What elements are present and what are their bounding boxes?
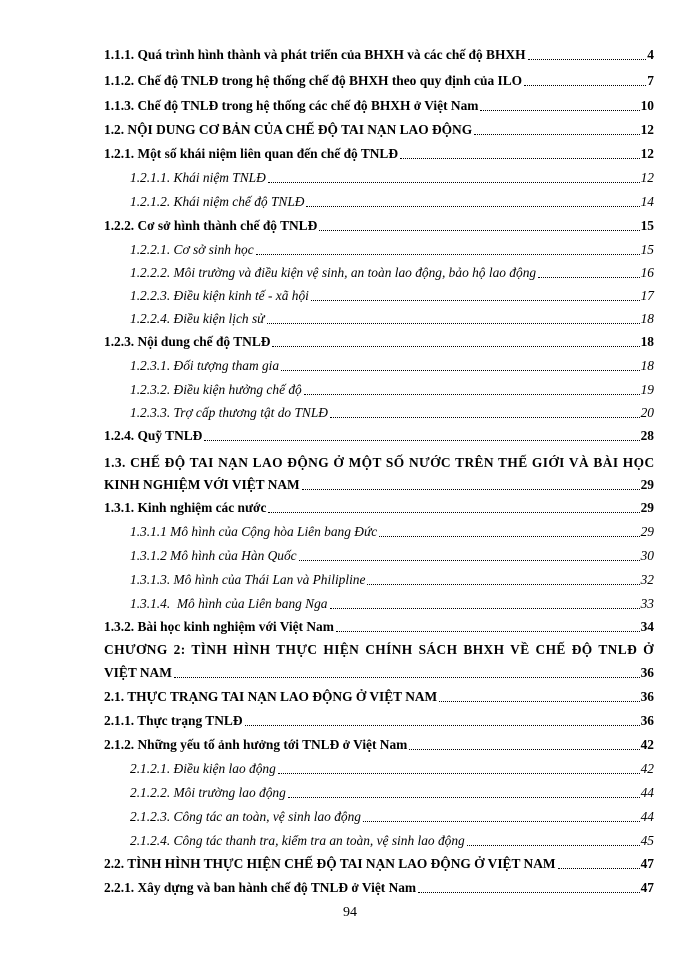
dot-leader — [268, 182, 640, 183]
toc-entry[interactable] — [130, 194, 654, 210]
toc-entry[interactable] — [130, 405, 654, 421]
toc-entry-title: 1.2.1.2. Khái niệm chế độ TNLĐ — [130, 194, 305, 209]
toc-entry-page: 17 — [640, 288, 654, 303]
dot-leader — [204, 440, 640, 441]
toc-entry-title: 2.1. THỰC TRẠNG TAI NẠN LAO ĐỘNG Ở VIỆT NAM — [104, 689, 438, 704]
dot-leader — [363, 821, 640, 822]
toc-entry-title: CHƯƠNG 2: TÌNH HÌNH THỰC HIỆN CHÍNH SÁCH BHXH VỀ CHẾ ĐỘ TNLĐ Ở — [104, 642, 654, 657]
toc-entry[interactable] — [104, 880, 654, 896]
toc-entry[interactable] — [130, 265, 654, 281]
toc-entry-page: 10 — [640, 98, 654, 113]
toc-entry-page: 18 — [640, 311, 654, 326]
toc-entry[interactable] — [104, 500, 654, 516]
toc-entry[interactable] — [130, 382, 654, 398]
toc-entry-page: 42 — [640, 737, 654, 752]
toc-entry-title: 1.1.3. Chế độ TNLĐ trong hệ thống các chế độ BHXH ở Việt Nam — [104, 98, 479, 113]
toc-entry-page: 29 — [640, 477, 654, 492]
toc-entry[interactable] — [104, 428, 654, 444]
toc-entry[interactable] — [130, 548, 654, 564]
toc-entry-page: 28 — [640, 428, 654, 443]
toc-entry-title: 1.2.1. Một số khái niệm liên quan đến chế độ TNLĐ — [104, 146, 399, 161]
dot-leader — [245, 725, 640, 726]
toc-entry-page: 12 — [640, 170, 654, 185]
toc-entry-title: 1.2.2.1. Cơ sở sinh học — [130, 242, 254, 257]
toc-entry-title: VIỆT NAM — [104, 665, 172, 680]
toc-entry-title: 2.2. TÌNH HÌNH THỰC HIỆN CHẾ ĐỘ TAI NẠN LAO ĐỘNG Ở VIỆT NAM — [104, 856, 556, 871]
toc-entry-title: 1.2.2.3. Điều kiện kinh tế - xã hội — [130, 288, 309, 303]
dot-leader — [174, 677, 640, 678]
toc-entry[interactable] — [104, 619, 654, 635]
toc-entry-page: 18 — [640, 334, 654, 349]
toc-entry-page: 33 — [640, 596, 654, 611]
toc-entry-page: 30 — [640, 548, 654, 563]
dot-leader — [278, 773, 640, 774]
toc-entry[interactable] — [130, 785, 654, 801]
page-number: 94 — [343, 905, 357, 920]
dot-leader — [311, 300, 640, 301]
dot-leader — [558, 868, 640, 869]
toc-entry-title: 2.1.2.2. Môi trường lao động — [130, 785, 286, 800]
dot-leader — [302, 489, 640, 490]
toc-entry-title: 1.2.2.4. Điều kiện lịch sử — [130, 311, 265, 326]
toc-entry[interactable] — [130, 288, 654, 304]
toc-entry[interactable] — [104, 455, 654, 471]
dot-leader — [418, 892, 640, 893]
toc-entry[interactable] — [130, 761, 654, 777]
toc-entry-page: 7 — [647, 73, 654, 88]
toc-entry-title: 1.2.3.3. Trợ cấp thương tật do TNLĐ — [130, 405, 328, 420]
dot-leader — [467, 845, 640, 846]
toc-entry-title: 1.2. NỘI DUNG CƠ BẢN CỦA CHẾ ĐỘ TAI NẠN LAO ĐỘNG — [104, 122, 473, 137]
toc-entry-title: 1.3.1.4. Mô hình của Liên bang Nga — [130, 596, 328, 611]
dot-leader — [439, 701, 640, 702]
toc-entry-title: 2.1.1. Thực trạng TNLĐ — [104, 713, 243, 728]
toc-entry-title: 1.3.1. Kinh nghiệm các nước — [104, 500, 267, 515]
toc-entry-page: 16 — [640, 265, 654, 280]
dot-leader — [304, 394, 640, 395]
toc-entry-title: 1.3.1.1 Mô hình của Cộng hòa Liên bang Đức — [130, 524, 378, 539]
dot-leader — [524, 85, 646, 86]
toc-entry-title: 1.3.1.2 Mô hình của Hàn Quốc — [130, 548, 297, 563]
dot-leader — [268, 512, 640, 513]
dot-leader — [299, 560, 640, 561]
dot-leader — [281, 370, 640, 371]
toc-entry-page: 20 — [640, 405, 654, 420]
toc-entry-title: 1.2.3.2. Điều kiện hưởng chế độ — [130, 382, 302, 397]
toc-entry-page: 44 — [640, 809, 654, 824]
toc-entry[interactable] — [104, 689, 654, 705]
toc-entry-page: 42 — [640, 761, 654, 776]
dot-leader — [528, 59, 646, 60]
toc-entry-title: KINH NGHIỆM VỚI VIỆT NAM — [104, 477, 300, 492]
toc-entry-page: 12 — [640, 146, 654, 161]
toc-entry[interactable] — [104, 146, 654, 162]
toc-entry-title: 1.2.3. Nội dung chế độ TNLĐ — [104, 334, 271, 349]
toc-entry-title: 1.2.2. Cơ sở hình thành chế độ TNLĐ — [104, 218, 318, 233]
toc-entry-page: 45 — [640, 833, 654, 848]
toc-entry[interactable] — [104, 73, 654, 89]
toc-entry[interactable] — [104, 737, 654, 753]
toc-entry[interactable] — [130, 524, 654, 540]
toc-entry-page: 15 — [640, 242, 654, 257]
toc-entry[interactable] — [104, 477, 654, 493]
toc-entry[interactable] — [104, 122, 654, 138]
toc-entry-title: 1.2.3.1. Đối tượng tham gia — [130, 358, 280, 373]
dot-leader — [330, 608, 640, 609]
toc-entry-page: 18 — [640, 358, 654, 373]
dot-leader — [330, 417, 640, 418]
toc-entry-title: 2.1.2.3. Công tác an toàn, vệ sinh lao động — [130, 809, 361, 824]
dot-leader — [336, 631, 640, 632]
toc-entry-page: 29 — [640, 500, 654, 515]
toc-entry-page: 47 — [640, 880, 654, 895]
dot-leader — [367, 584, 640, 585]
dot-leader — [256, 254, 640, 255]
dot-leader — [267, 323, 640, 324]
toc-entry-page: 47 — [640, 856, 654, 871]
toc-entry-title: 2.1.2.4. Công tác thanh tra, kiểm tra an toàn, vệ sinh lao động — [130, 833, 465, 848]
toc-entry[interactable] — [130, 596, 654, 612]
toc-entry-page: 14 — [640, 194, 654, 209]
toc-entry-page: 15 — [640, 218, 654, 233]
toc-entry[interactable] — [104, 98, 654, 114]
toc-entry[interactable] — [130, 809, 654, 825]
dot-leader — [319, 230, 640, 231]
toc-entry[interactable] — [104, 856, 654, 872]
toc-entry[interactable] — [130, 358, 654, 374]
toc-entry-page: 34 — [640, 619, 654, 634]
toc-entry[interactable] — [130, 833, 654, 849]
toc-entry-page: 44 — [640, 785, 654, 800]
toc-entry-title: 1.3.2. Bài học kinh nghiệm với Việt Nam — [104, 619, 334, 634]
toc-entry-title: 1.3. CHẾ ĐỘ TAI NẠN LAO ĐỘNG Ở MỘT SỐ NƯỚC TRÊN THẾ GIỚI VÀ BÀI HỌC — [104, 455, 655, 470]
toc-entry-page: 32 — [640, 572, 654, 587]
toc-entry-page: 12 — [640, 122, 654, 137]
toc-entry-title: 1.3.1.3. Mô hình của Thái Lan và Philipline — [130, 572, 366, 587]
toc-entry-title: 1.2.1.1. Khái niệm TNLĐ — [130, 170, 266, 185]
dot-leader — [538, 277, 640, 278]
toc-entry-title: 1.2.2.2. Môi trường và điều kiện vệ sinh, an toàn lao động, bảo hộ lao động — [130, 265, 537, 280]
toc-entry[interactable] — [104, 713, 654, 729]
toc-entry[interactable] — [130, 572, 654, 588]
toc-entry[interactable] — [104, 334, 654, 350]
toc-entry-title: 2.2.1. Xây dựng và ban hành chế độ TNLĐ ở Việt Nam — [104, 880, 417, 895]
dot-leader — [409, 749, 640, 750]
toc-entry-title: 1.1.1. Quá trình hình thành và phát triển của BHXH và các chế độ BHXH — [104, 47, 526, 62]
toc-entry-page: 36 — [640, 713, 654, 728]
toc-entry-title: 1.1.2. Chế độ TNLĐ trong hệ thống chế độ BHXH theo quy định của ILO — [104, 73, 523, 88]
dot-leader — [306, 206, 640, 207]
toc-entry-page: 36 — [640, 689, 654, 704]
toc-entry-title: 2.1.2. Những yếu tố ảnh hưởng tới TNLĐ ở Việt Nam — [104, 737, 408, 752]
toc-entry-title: 1.2.4. Quỹ TNLĐ — [104, 428, 203, 443]
dot-leader — [288, 797, 640, 798]
toc-entry[interactable] — [104, 642, 654, 658]
dot-leader — [272, 346, 640, 347]
toc-entry[interactable] — [130, 242, 654, 258]
dot-leader — [400, 158, 640, 159]
toc-entry-title: 2.1.2.1. Điều kiện lao động — [130, 761, 276, 776]
toc-entry-page: 36 — [640, 665, 654, 680]
toc-entry-page: 19 — [640, 382, 654, 397]
toc-entry-page: 4 — [647, 47, 654, 62]
dot-leader — [480, 110, 640, 111]
toc-entry-page: 29 — [640, 524, 654, 539]
toc-entry[interactable] — [104, 47, 654, 63]
dot-leader — [379, 536, 640, 537]
toc-entry[interactable] — [104, 218, 654, 234]
toc-entry[interactable] — [104, 665, 654, 681]
toc-entry[interactable] — [130, 311, 654, 327]
dot-leader — [474, 134, 640, 135]
toc-entry[interactable] — [130, 170, 654, 186]
